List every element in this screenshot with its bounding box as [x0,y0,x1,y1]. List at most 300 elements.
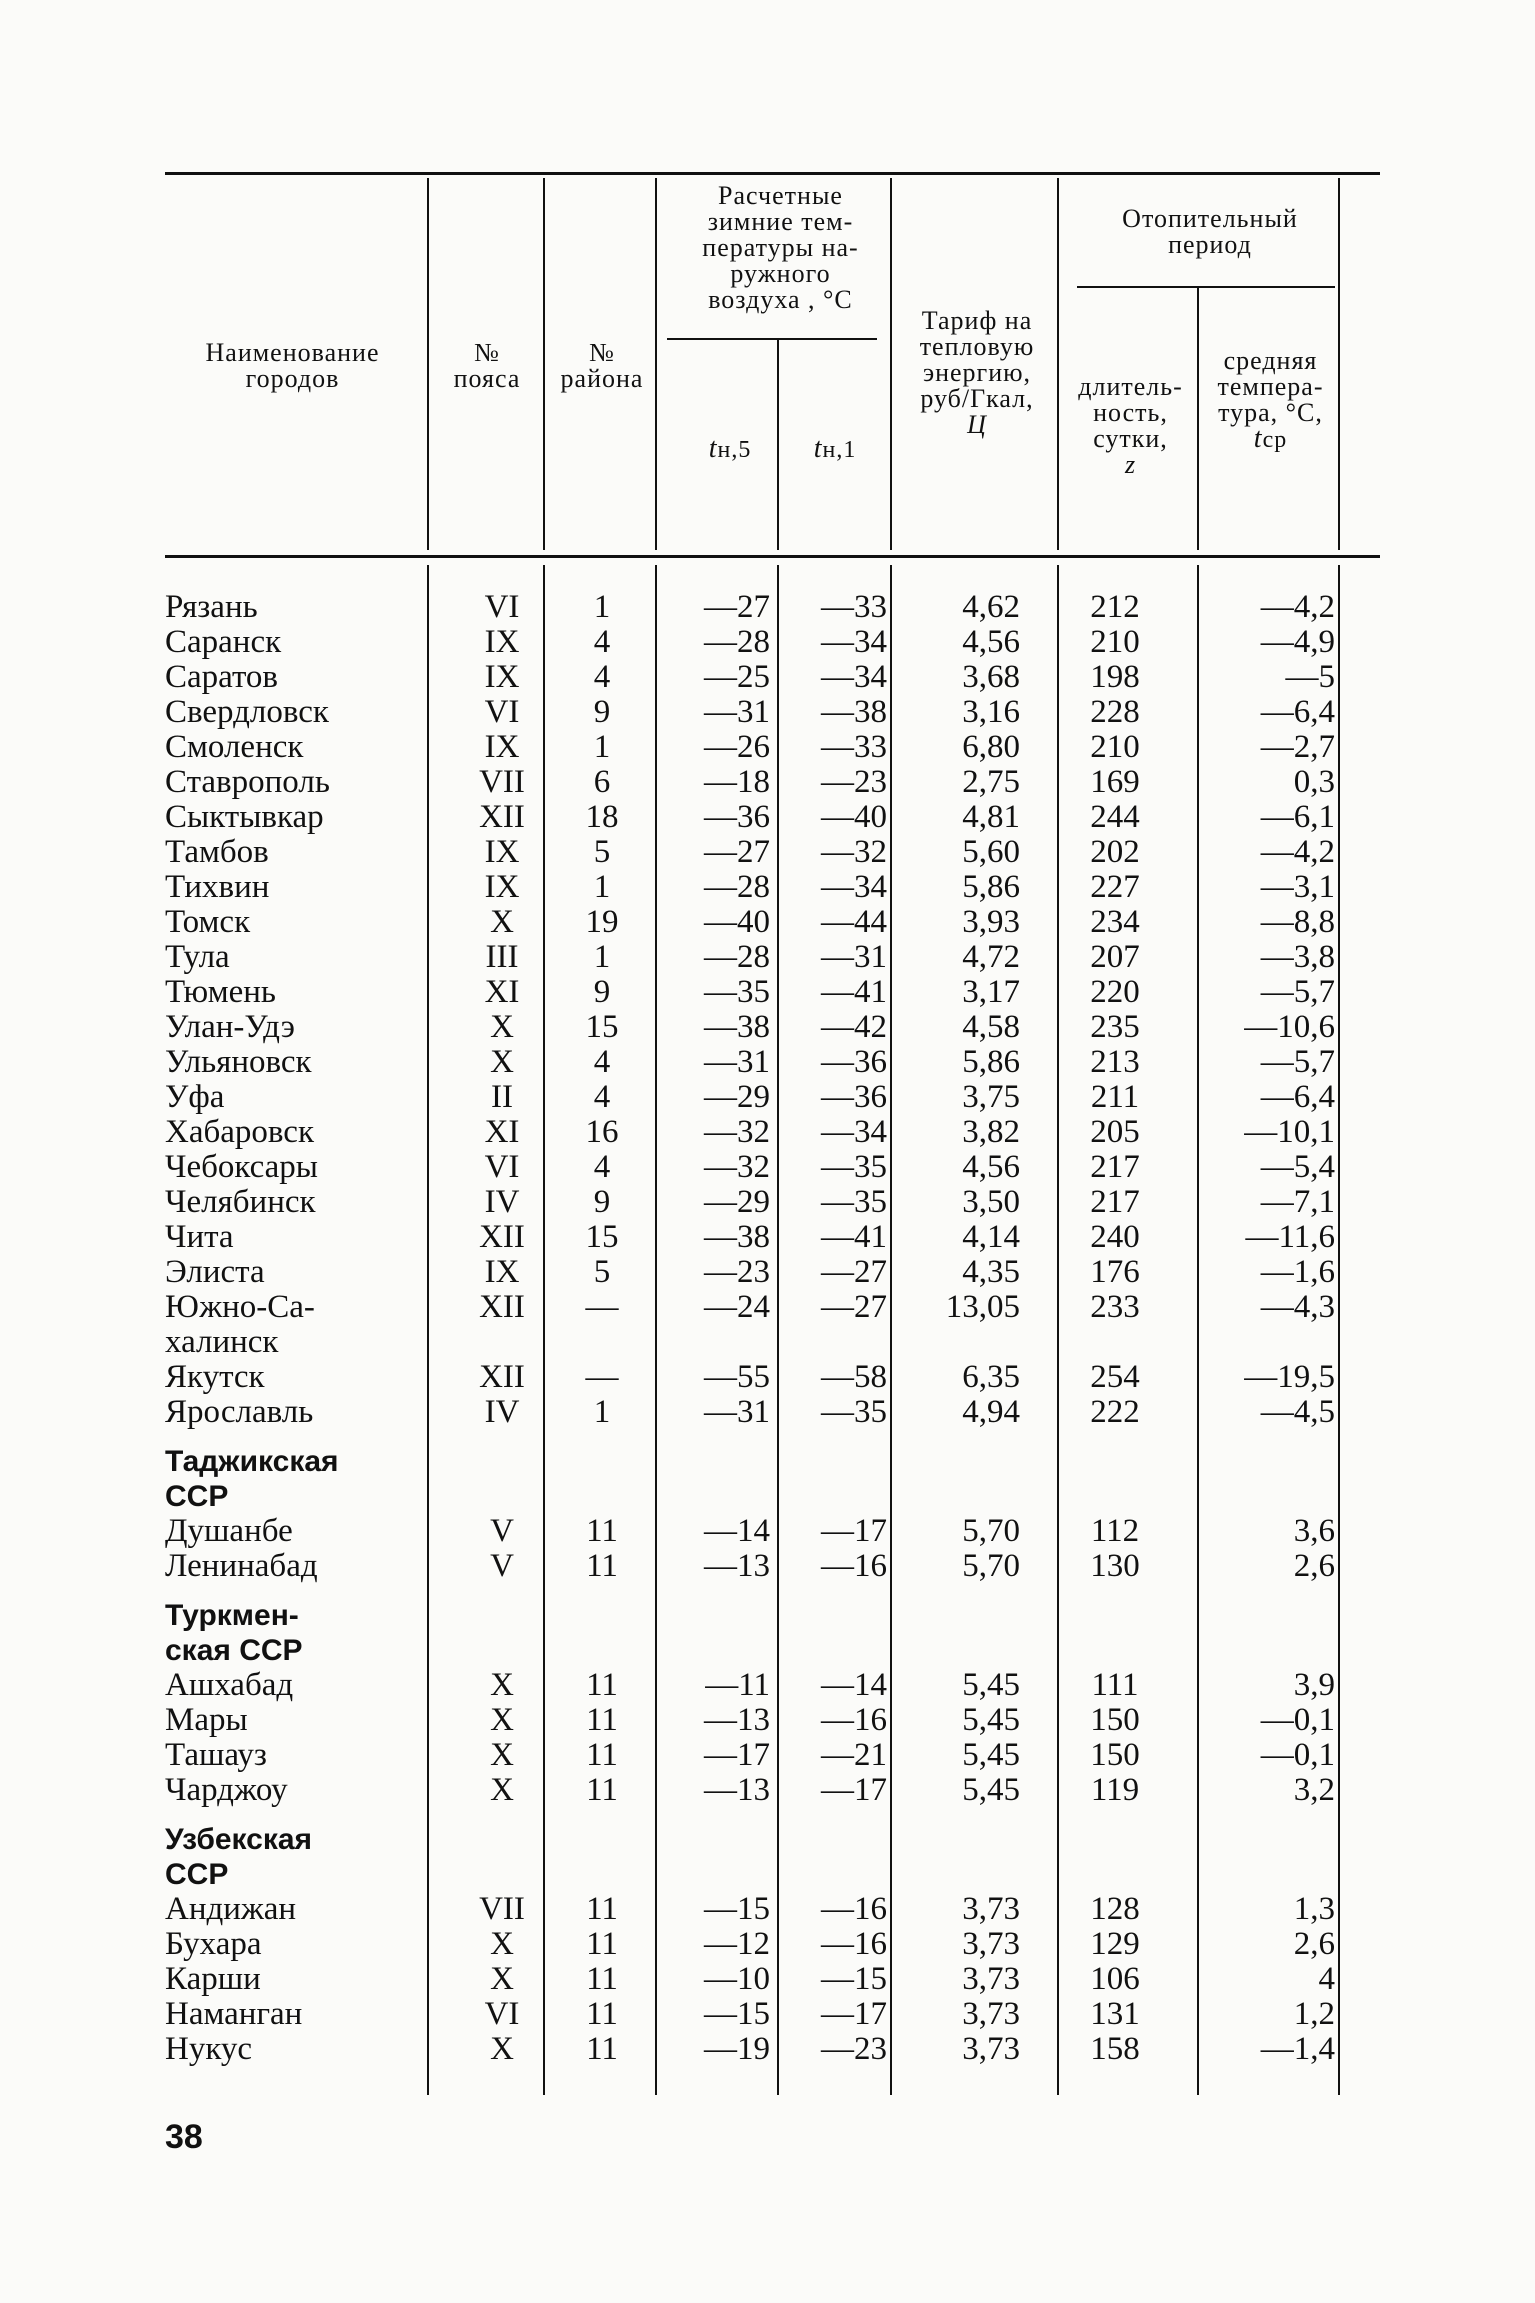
heating-duration: 212 [1090,589,1140,625]
average-temperature: —11,6 [1245,1219,1335,1255]
tariff-value: 3,73 [962,1961,1020,1997]
temp-t5: —55 [704,1359,770,1395]
heating-duration: 217 [1090,1184,1140,1220]
heating-duration: 244 [1090,799,1140,835]
city-name: Уфа [165,1079,225,1115]
table-row [165,1010,1380,1045]
temp-t1: —36 [821,1044,887,1080]
table-row [165,1668,1380,1703]
zone-number: X [490,1961,514,1997]
table-row [165,1290,1380,1325]
zone-number: IX [484,729,520,765]
city-name: Наманган [165,1996,303,2032]
tariff-value: 3,93 [962,904,1020,940]
top-rule [165,172,1380,175]
group-heading [165,1633,1380,1668]
heating-duration: 220 [1090,974,1140,1010]
average-temperature: —4,2 [1260,589,1335,625]
city-name: Мары [165,1702,248,1738]
area-number: 11 [586,1548,618,1584]
tariff-value: 13,05 [945,1289,1020,1325]
area-number: 9 [593,694,611,730]
zone-number: X [490,1702,514,1738]
tariff-symbol: Ц [967,410,987,439]
temp-t5: —10 [704,1961,770,1997]
temp-t5: —19 [704,2031,770,2067]
city-name: Хабаровск [165,1114,314,1150]
tariff-value: 3,73 [962,2031,1020,2067]
temp-t1: —44 [821,904,887,940]
tariff-value: 5,45 [962,1702,1020,1738]
zone-number: IV [484,1184,520,1220]
area-number: 15 [585,1009,619,1045]
heating-duration: 131 [1090,1996,1140,2032]
heating-duration: 211 [1090,1079,1140,1115]
temp-t5: —32 [704,1114,770,1150]
area-number: 11 [586,1961,618,1997]
tariff-value: 4,81 [962,799,1020,835]
zone-number: III [485,939,519,975]
area-number: 11 [586,1926,618,1962]
zone-number: X [490,1772,514,1808]
average-temperature: —6,4 [1260,1079,1335,1115]
city-name: ССР [165,1480,229,1513]
temp-t1: —23 [821,764,887,800]
temp-t5: —13 [704,1772,770,1808]
tariff-value: 4,94 [962,1394,1020,1430]
header-divider [1338,178,1340,550]
average-temperature: 2,6 [1293,1548,1335,1584]
temp-t5: —29 [704,1079,770,1115]
city-name: Рязань [165,589,258,625]
temp-t1: —32 [821,834,887,870]
area-number: 4 [593,1079,611,1115]
zone-number: IX [484,869,520,905]
average-temperature: —3,8 [1260,939,1335,975]
temp-t1: —33 [821,589,887,625]
city-name: Улан-Удэ [165,1009,295,1045]
tariff-value: 3,73 [962,1996,1020,2032]
heating-duration: 213 [1090,1044,1140,1080]
temp-t5: —14 [704,1513,770,1549]
heating-duration: 130 [1090,1548,1140,1584]
temp-t5: —27 [704,589,770,625]
zone-number: V [490,1548,514,1584]
temp-t1: —34 [821,1114,887,1150]
header-subrule [1077,286,1335,288]
tariff-value: 5,45 [962,1737,1020,1773]
zone-number: XII [479,1359,525,1395]
average-temperature: —6,1 [1260,799,1335,835]
table-row [165,1325,1380,1360]
zone-number: VII [479,1891,525,1927]
average-temperature: —0,1 [1260,1737,1335,1773]
group-heading [165,1444,1380,1479]
heating-duration: 150 [1090,1737,1140,1773]
temp-t5: —24 [704,1289,770,1325]
heating-duration: 210 [1090,624,1140,660]
temp-t5: —23 [704,1254,770,1290]
zone-number: X [490,1926,514,1962]
city-name: Чарджоу [165,1772,288,1808]
average-temperature: —1,4 [1260,2031,1335,2067]
city-name: Чебоксары [165,1149,318,1185]
city-name: Тюмень [165,974,276,1010]
zone-number: IX [484,659,520,695]
area-number: 5 [593,1254,611,1290]
tariff-value: 2,75 [962,764,1020,800]
area-number: 6 [593,764,611,800]
temp-t1: —16 [821,1548,887,1584]
tariff-value: 3,68 [962,659,1020,695]
heating-duration: 169 [1090,764,1140,800]
tariff-value: 5,45 [962,1667,1020,1703]
tariff-value: 6,80 [962,729,1020,765]
city-column-header: Наименование городов [205,338,380,393]
area-number: 11 [586,1702,618,1738]
tariff-value: 4,58 [962,1009,1020,1045]
temp-t5: —29 [704,1184,770,1220]
temp-t1: —16 [821,1926,887,1962]
average-temperature: —19,5 [1244,1359,1335,1395]
header-divider [427,178,429,550]
average-temperature: —8,8 [1260,904,1335,940]
temp-t1: —35 [821,1149,887,1185]
table-row [165,905,1380,940]
table-row [165,870,1380,905]
city-name: Душанбе [165,1513,293,1549]
heating-duration: 205 [1090,1114,1140,1150]
city-name: Саратов [165,659,279,695]
group-heading [165,1479,1380,1514]
zone-number: IX [484,624,520,660]
header-subrule [667,338,877,340]
temp-t5: —11 [705,1667,770,1703]
tariff-value: 4,56 [962,624,1020,660]
area-column-header: № района [560,338,644,393]
table-row [165,765,1380,800]
temp-t1: —17 [821,1772,887,1808]
heating-duration: 106 [1090,1961,1140,1997]
average-temperature: 1,2 [1293,1996,1335,2032]
temp-t5: —31 [704,1394,770,1430]
average-temperature: 1,3 [1293,1891,1335,1927]
city-name: Ташауз [165,1737,267,1773]
temp-t1: —41 [821,1219,887,1255]
table-row [165,1080,1380,1115]
temp-t1: —33 [821,729,887,765]
area-number: 19 [585,904,619,940]
temp-t1: —35 [821,1184,887,1220]
temp-t5: —31 [704,694,770,730]
heating-duration: 202 [1090,834,1140,870]
area-number: 4 [593,659,611,695]
city-name: ССР [165,1858,229,1891]
heating-duration: 233 [1090,1289,1140,1325]
duration-symbol: z [1124,450,1137,479]
temp-t1: —16 [821,1702,887,1738]
table-row [165,940,1380,975]
table-row [165,1220,1380,1255]
area-number: 15 [585,1219,619,1255]
temp-t1: —27 [821,1254,887,1290]
zone-number: XI [484,974,520,1010]
tariff-value: 3,16 [962,694,1020,730]
heating-duration: 129 [1090,1926,1140,1962]
area-number: 11 [586,2031,618,2067]
area-number: 4 [593,1044,611,1080]
temp-t5: —12 [704,1926,770,1962]
tariff-value: 4,14 [962,1219,1020,1255]
table-row [165,1703,1380,1738]
area-number: 1 [593,1394,611,1430]
city-name: Ставрополь [165,764,330,800]
city-name: Ярославль [165,1394,314,1430]
average-temperature: —1,6 [1260,1254,1335,1290]
heating-duration: 111 [1091,1667,1139,1703]
table-row [165,2032,1380,2067]
area-number: 18 [585,799,619,835]
average-temperature: —4,2 [1260,834,1335,870]
tariff-value: 4,56 [962,1149,1020,1185]
average-temperature: —5,7 [1260,1044,1335,1080]
city-name: Ленинабад [165,1548,318,1584]
heating-duration: 227 [1090,869,1140,905]
city-name: Узбекская [165,1823,313,1856]
city-name: Ашхабад [165,1667,294,1703]
temp-t1: —14 [821,1667,887,1703]
temp-t5: —17 [704,1737,770,1773]
city-name: Якутск [165,1359,265,1395]
temp-t5: —38 [704,1009,770,1045]
temp-t5: —31 [704,1044,770,1080]
city-name: Челябинск [165,1184,316,1220]
table-row [165,1115,1380,1150]
group-heading [165,1857,1380,1892]
average-temperature: —6,4 [1260,694,1335,730]
city-name: Тихвин [165,869,270,905]
area-number: 4 [593,624,611,660]
duration-column-header: длитель-ность, сутки, z [1078,372,1183,479]
table-row [165,1045,1380,1080]
temp-t1: —38 [821,694,887,730]
temp-t5: —27 [704,834,770,870]
average-temperature: 3,9 [1293,1667,1335,1703]
temp-t5: —28 [704,624,770,660]
tariff-column-header: Тариф на тепловую энергию, руб/Гкал, Ц [919,306,1035,439]
table-header [165,178,1380,550]
table-row [165,1997,1380,2032]
city-name: Южно-Са- [165,1289,315,1325]
average-temperature: —4,3 [1260,1289,1335,1325]
temperature-group-header: Расчетные зимние тем-пературы на-ружного воздуха , °С [702,181,859,314]
temp-t1: —21 [821,1737,887,1773]
temp-t5: —32 [704,1149,770,1185]
tariff-value: 5,60 [962,834,1020,870]
area-number: 1 [593,729,611,765]
average-temperature: —5,4 [1260,1149,1335,1185]
group-heading [165,1598,1380,1633]
table-row [165,1738,1380,1773]
temp-t1: —36 [821,1079,887,1115]
table-row [165,1255,1380,1290]
zone-number: X [490,2031,514,2067]
tariff-value: 3,73 [962,1926,1020,1962]
area-number: 9 [593,1184,611,1220]
heating-duration: 217 [1090,1149,1140,1185]
header-divider [1057,178,1059,550]
temp-t5: —38 [704,1219,770,1255]
table-row [165,590,1380,625]
zone-column-header: № пояса [453,338,521,393]
t5-column-header: tн,5 [708,433,752,464]
table-row [165,730,1380,765]
heating-duration: 128 [1090,1891,1140,1927]
table-row [165,800,1380,835]
tariff-value: 4,72 [962,939,1020,975]
temp-t5: —15 [704,1891,770,1927]
average-temperature: 3,2 [1293,1772,1335,1808]
tariff-value: 3,82 [962,1114,1020,1150]
area-number: 11 [586,1996,618,2032]
heating-period-header: Отопительный период [1122,204,1298,259]
average-temperature: —5,7 [1260,974,1335,1010]
table-row [165,975,1380,1010]
table-row [165,1514,1380,1549]
area-number: 11 [586,1667,618,1703]
table-row [165,695,1380,730]
tariff-value: 5,86 [962,869,1020,905]
city-name: Ульяновск [165,1044,312,1080]
tariff-value: 4,35 [962,1254,1020,1290]
temp-t5: —35 [704,974,770,1010]
tariff-value: 3,50 [962,1184,1020,1220]
table-row [165,1150,1380,1185]
city-name: Туркмен- [165,1599,299,1632]
zone-number: VI [484,694,520,730]
table-row [165,1549,1380,1584]
city-name: Таджикская [165,1445,339,1478]
tariff-value: 4,62 [962,589,1020,625]
temp-t1: —34 [821,869,887,905]
heating-duration: 150 [1090,1702,1140,1738]
city-name: Сыктывкар [165,799,324,835]
area-number: 4 [593,1149,611,1185]
zone-number: XII [479,799,525,835]
heating-duration: 176 [1090,1254,1140,1290]
temp-t5: —26 [704,729,770,765]
heating-duration: 240 [1090,1219,1140,1255]
temp-t1: —15 [821,1961,887,1997]
temp-t1: —16 [821,1891,887,1927]
heating-duration: 119 [1090,1772,1140,1808]
city-name: Нукус [165,2031,253,2067]
tariff-value: 5,70 [962,1513,1020,1549]
tariff-value: 3,17 [962,974,1020,1010]
average-temperature: 3,6 [1293,1513,1335,1549]
area-number: 9 [593,974,611,1010]
area-number: 16 [585,1114,619,1150]
heating-duration: 112 [1090,1513,1140,1549]
table-row [165,660,1380,695]
area-number: 11 [586,1513,618,1549]
city-name: Саранск [165,624,282,660]
city-name: ская ССР [165,1634,303,1667]
zone-number: IX [484,834,520,870]
temp-t1: —17 [821,1996,887,2032]
zone-number: II [491,1079,513,1115]
table-row [165,1892,1380,1927]
temp-t5: —18 [704,764,770,800]
table-row [165,1360,1380,1395]
zone-number: IV [484,1394,520,1430]
heating-duration: 207 [1090,939,1140,975]
tariff-value: 5,70 [962,1548,1020,1584]
area-number: 1 [593,869,611,905]
heating-duration: 222 [1090,1394,1140,1430]
average-temperature: —4,5 [1260,1394,1335,1430]
average-temperature: —3,1 [1260,869,1335,905]
temp-t1: —58 [821,1359,887,1395]
temp-t5: —13 [704,1548,770,1584]
city-name: Томск [165,904,251,940]
heating-duration: 228 [1090,694,1140,730]
area-number: 5 [593,834,611,870]
zone-number: VI [484,1996,520,2032]
area-number: 11 [586,1772,618,1808]
heating-duration: 254 [1090,1359,1140,1395]
city-name: Карши [165,1961,261,1997]
temp-t5: —40 [704,904,770,940]
table-row [165,625,1380,660]
temp-t1: —23 [821,2031,887,2067]
city-name: Свердловск [165,694,329,730]
zone-number: VII [479,764,525,800]
temp-t1: —17 [821,1513,887,1549]
tariff-value: 3,75 [962,1079,1020,1115]
header-bottom-rule [165,555,1380,558]
zone-number: X [490,904,514,940]
temp-t1: —35 [821,1394,887,1430]
page-number: 38 [165,2118,203,2156]
zone-number: X [490,1667,514,1703]
area-number: — [585,1289,619,1325]
table-row [165,1927,1380,1962]
tariff-value: 6,35 [962,1359,1020,1395]
area-number: — [585,1359,619,1395]
temp-t5: —36 [704,799,770,835]
city-name: Чита [165,1219,234,1255]
temp-t5: —15 [704,1996,770,2032]
city-name: Тамбов [165,834,269,870]
temp-t5: —13 [704,1702,770,1738]
table-row [165,1962,1380,1997]
average-temperature: —5 [1285,659,1335,695]
average-temperature: —0,1 [1260,1702,1335,1738]
heating-duration: 235 [1090,1009,1140,1045]
zone-number: X [490,1044,514,1080]
temp-t1: —42 [821,1009,887,1045]
average-temperature: 2,6 [1293,1926,1335,1962]
average-temperature: —7,1 [1260,1184,1335,1220]
header-divider [890,178,892,550]
table-row [165,1395,1380,1430]
zone-number: XII [479,1219,525,1255]
temp-t5: —25 [704,659,770,695]
average-temperature: —4,9 [1260,624,1335,660]
temp-t1: —40 [821,799,887,835]
temp-t1: —34 [821,659,887,695]
